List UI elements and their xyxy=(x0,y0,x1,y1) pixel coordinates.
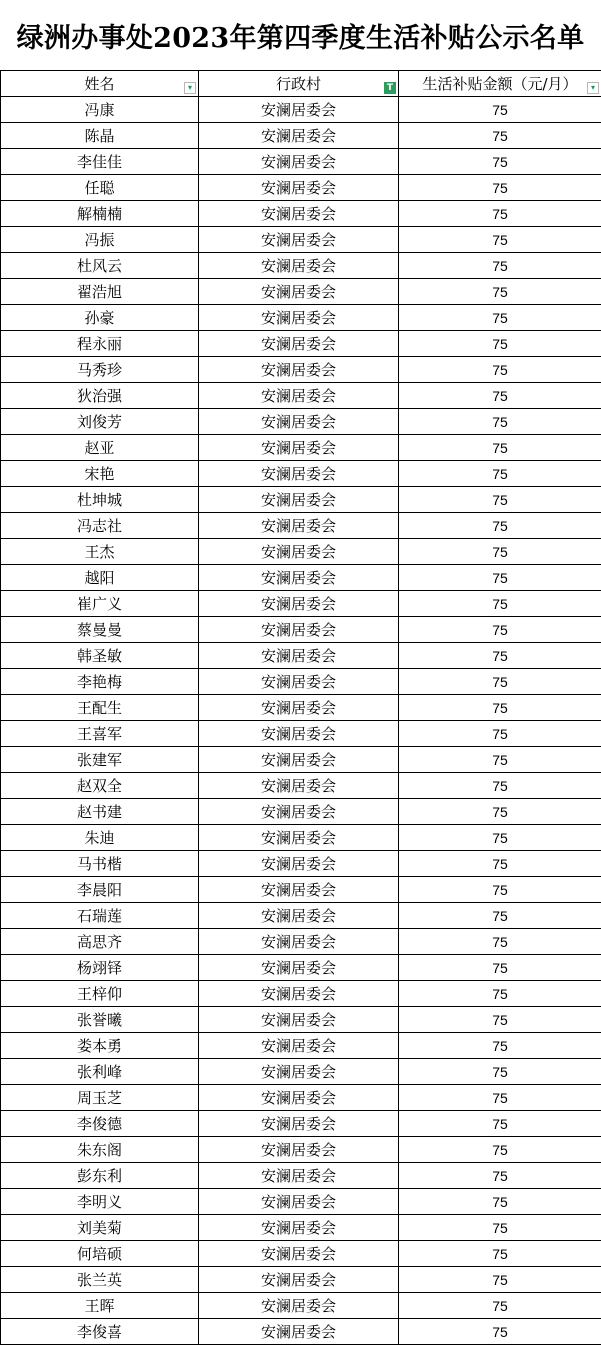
table-row xyxy=(1,435,601,461)
cell-amount[interactable]: 75 xyxy=(399,1293,601,1319)
cell-village[interactable]: 安澜居委会 xyxy=(199,253,399,279)
cell-village[interactable]: 安澜居委会 xyxy=(199,1163,399,1189)
cell-amount[interactable]: 75 xyxy=(399,565,601,591)
cell-amount[interactable]: 75 xyxy=(399,877,601,903)
cell-name[interactable]: 朱迪 xyxy=(1,825,199,851)
table-row xyxy=(1,1007,601,1033)
table-row xyxy=(1,357,601,383)
cell-name[interactable]: 冯康 xyxy=(1,97,199,123)
cell-name[interactable]: 李俊德 xyxy=(1,1111,199,1137)
cell-name[interactable]: 翟浩旭 xyxy=(1,279,199,305)
table-row xyxy=(1,1137,601,1163)
column-header-village-label: 行政村 xyxy=(276,75,321,93)
cell-village[interactable]: 安澜居委会 xyxy=(199,695,399,721)
cell-village[interactable]: 安澜居委会 xyxy=(199,1085,399,1111)
table-row xyxy=(1,1241,601,1267)
cell-amount[interactable]: 75 xyxy=(399,1319,601,1345)
cell-village[interactable]: 安澜居委会 xyxy=(199,825,399,851)
cell-village[interactable]: 安澜居委会 xyxy=(199,643,399,669)
cell-amount[interactable]: 75 xyxy=(399,799,601,825)
table-row xyxy=(1,1319,601,1345)
cell-amount[interactable]: 75 xyxy=(399,279,601,305)
cell-name[interactable]: 杜坤城 xyxy=(1,487,199,513)
cell-amount[interactable]: 75 xyxy=(399,955,601,981)
cell-name[interactable]: 李俊喜 xyxy=(1,1319,199,1345)
cell-amount[interactable]: 75 xyxy=(399,1137,601,1163)
cell-name[interactable]: 刘俊芳 xyxy=(1,409,199,435)
cell-name[interactable]: 崔广义 xyxy=(1,591,199,617)
cell-amount[interactable]: 75 xyxy=(399,1111,601,1137)
cell-village[interactable]: 安澜居委会 xyxy=(199,409,399,435)
cell-amount[interactable]: 75 xyxy=(399,1215,601,1241)
cell-village[interactable]: 安澜居委会 xyxy=(199,955,399,981)
table-row xyxy=(1,1293,601,1319)
table-row xyxy=(1,643,601,669)
cell-village[interactable]: 安澜居委会 xyxy=(199,487,399,513)
cell-name[interactable]: 王杰 xyxy=(1,539,199,565)
table-row xyxy=(1,227,601,253)
table-row xyxy=(1,175,601,201)
cell-village[interactable]: 安澜居委会 xyxy=(199,149,399,175)
cell-village[interactable]: 安澜居委会 xyxy=(199,383,399,409)
cell-village[interactable]: 安澜居委会 xyxy=(199,1267,399,1293)
table-row xyxy=(1,903,601,929)
cell-name[interactable]: 彭东利 xyxy=(1,1163,199,1189)
cell-village[interactable]: 安澜居委会 xyxy=(199,929,399,955)
cell-name[interactable]: 解楠楠 xyxy=(1,201,199,227)
cell-village[interactable]: 安澜居委会 xyxy=(199,175,399,201)
cell-name[interactable]: 赵双全 xyxy=(1,773,199,799)
cell-village[interactable]: 安澜居委会 xyxy=(199,123,399,149)
table-row xyxy=(1,279,601,305)
cell-amount[interactable]: 75 xyxy=(399,773,601,799)
cell-amount[interactable]: 75 xyxy=(399,981,601,1007)
column-header-name-label: 姓名 xyxy=(84,75,114,93)
cell-village[interactable]: 安澜居委会 xyxy=(199,357,399,383)
cell-name[interactable]: 韩圣敏 xyxy=(1,643,199,669)
cell-amount[interactable]: 75 xyxy=(399,1085,601,1111)
cell-village[interactable]: 安澜居委会 xyxy=(199,721,399,747)
table-row xyxy=(1,383,601,409)
cell-name[interactable]: 杨翊铎 xyxy=(1,955,199,981)
column-header-amount xyxy=(399,71,601,97)
cell-amount[interactable]: 75 xyxy=(399,617,601,643)
table-row xyxy=(1,747,601,773)
cell-amount[interactable]: 75 xyxy=(399,1059,601,1085)
table-row xyxy=(1,1215,601,1241)
cell-amount[interactable]: 75 xyxy=(399,149,601,175)
cell-village[interactable]: 安澜居委会 xyxy=(199,279,399,305)
cell-amount[interactable]: 75 xyxy=(399,1163,601,1189)
cell-name[interactable]: 孙豪 xyxy=(1,305,199,331)
cell-village[interactable]: 安澜居委会 xyxy=(199,747,399,773)
cell-village[interactable]: 安澜居委会 xyxy=(199,877,399,903)
table-row xyxy=(1,695,601,721)
table-row xyxy=(1,461,601,487)
column-header-amount-label: 生活补贴金额（元/月） xyxy=(422,75,577,93)
cell-amount[interactable]: 75 xyxy=(399,1007,601,1033)
cell-village[interactable]: 安澜居委会 xyxy=(199,903,399,929)
cell-name[interactable]: 杜风云 xyxy=(1,253,199,279)
table-row xyxy=(1,331,601,357)
table-row xyxy=(1,1111,601,1137)
table-row xyxy=(1,409,601,435)
cell-village[interactable]: 安澜居委会 xyxy=(199,539,399,565)
cell-amount[interactable]: 75 xyxy=(399,201,601,227)
cell-name[interactable]: 李佳佳 xyxy=(1,149,199,175)
table-row xyxy=(1,539,601,565)
table-row xyxy=(1,97,601,123)
subsidy-table xyxy=(0,70,601,1345)
cell-amount[interactable]: 75 xyxy=(399,305,601,331)
cell-amount[interactable]: 75 xyxy=(399,1241,601,1267)
cell-village[interactable]: 安澜居委会 xyxy=(199,1007,399,1033)
cell-village[interactable]: 安澜居委会 xyxy=(199,227,399,253)
table-row xyxy=(1,851,601,877)
table-row xyxy=(1,981,601,1007)
cell-name[interactable]: 张建军 xyxy=(1,747,199,773)
cell-name[interactable]: 王喜军 xyxy=(1,721,199,747)
cell-amount[interactable]: 75 xyxy=(399,1189,601,1215)
table-row xyxy=(1,253,601,279)
cell-amount[interactable]: 75 xyxy=(399,97,601,123)
cell-name[interactable]: 李明义 xyxy=(1,1189,199,1215)
page-title: 绿洲办事处2023年第四季度生活补贴公示名单 xyxy=(0,0,601,70)
cell-amount[interactable]: 75 xyxy=(399,643,601,669)
cell-name[interactable]: 周玉芝 xyxy=(1,1085,199,1111)
cell-village[interactable]: 安澜居委会 xyxy=(199,617,399,643)
table-body xyxy=(1,97,601,1345)
cell-village[interactable]: 安澜居委会 xyxy=(199,1293,399,1319)
cell-name[interactable]: 高思齐 xyxy=(1,929,199,955)
cell-amount[interactable]: 75 xyxy=(399,1267,601,1293)
table-row xyxy=(1,487,601,513)
cell-village[interactable]: 安澜居委会 xyxy=(199,331,399,357)
cell-village[interactable]: 安澜居委会 xyxy=(199,435,399,461)
cell-amount[interactable]: 75 xyxy=(399,435,601,461)
table-row xyxy=(1,149,601,175)
column-header-name xyxy=(1,71,199,97)
table-row xyxy=(1,955,601,981)
table-row xyxy=(1,617,601,643)
cell-name[interactable]: 石瑞莲 xyxy=(1,903,199,929)
table-row xyxy=(1,305,601,331)
cell-name[interactable]: 王梓仰 xyxy=(1,981,199,1007)
table-row xyxy=(1,1059,601,1085)
cell-name[interactable]: 冯志社 xyxy=(1,513,199,539)
cell-name[interactable]: 宋艳 xyxy=(1,461,199,487)
cell-village[interactable]: 安澜居委会 xyxy=(199,565,399,591)
table-row xyxy=(1,591,601,617)
cell-village[interactable]: 安澜居委会 xyxy=(199,1319,399,1345)
table-row xyxy=(1,877,601,903)
cell-amount[interactable]: 75 xyxy=(399,747,601,773)
cell-amount[interactable]: 75 xyxy=(399,123,601,149)
cell-name[interactable]: 张兰英 xyxy=(1,1267,199,1293)
cell-name[interactable]: 李艳梅 xyxy=(1,669,199,695)
cell-amount[interactable]: 75 xyxy=(399,513,601,539)
table-row xyxy=(1,565,601,591)
cell-village[interactable]: 安澜居委会 xyxy=(199,513,399,539)
filter-active-icon[interactable]: T xyxy=(384,82,396,94)
cell-amount[interactable]: 75 xyxy=(399,695,601,721)
cell-village[interactable]: 安澜居委会 xyxy=(199,1215,399,1241)
cell-amount[interactable]: 75 xyxy=(399,487,601,513)
cell-name[interactable]: 刘美菊 xyxy=(1,1215,199,1241)
cell-village[interactable]: 安澜居委会 xyxy=(199,981,399,1007)
cell-village[interactable]: 安澜居委会 xyxy=(199,851,399,877)
cell-village[interactable]: 安澜居委会 xyxy=(199,669,399,695)
cell-amount[interactable]: 75 xyxy=(399,253,601,279)
cell-amount[interactable]: 75 xyxy=(399,591,601,617)
cell-name[interactable]: 陈晶 xyxy=(1,123,199,149)
table-row xyxy=(1,1189,601,1215)
cell-village[interactable]: 安澜居委会 xyxy=(199,591,399,617)
table-row xyxy=(1,1085,601,1111)
cell-amount[interactable]: 75 xyxy=(399,409,601,435)
cell-name[interactable]: 马秀珍 xyxy=(1,357,199,383)
cell-amount[interactable]: 75 xyxy=(399,357,601,383)
cell-amount[interactable]: 75 xyxy=(399,331,601,357)
cell-name[interactable]: 任聪 xyxy=(1,175,199,201)
table-row xyxy=(1,123,601,149)
cell-name[interactable]: 李晨阳 xyxy=(1,877,199,903)
table-row xyxy=(1,1163,601,1189)
cell-village[interactable]: 安澜居委会 xyxy=(199,1111,399,1137)
cell-name[interactable]: 狄治强 xyxy=(1,383,199,409)
table-row xyxy=(1,201,601,227)
cell-name[interactable]: 越阳 xyxy=(1,565,199,591)
cell-village[interactable]: 安澜居委会 xyxy=(199,1241,399,1267)
table-row xyxy=(1,721,601,747)
cell-name[interactable]: 朱东阁 xyxy=(1,1137,199,1163)
filter-dropdown-icon[interactable]: ▾ xyxy=(587,82,599,94)
cell-amount[interactable]: 75 xyxy=(399,929,601,955)
cell-amount[interactable]: 75 xyxy=(399,851,601,877)
cell-village[interactable]: 安澜居委会 xyxy=(199,1059,399,1085)
cell-name[interactable]: 娄本勇 xyxy=(1,1033,199,1059)
cell-village[interactable]: 安澜居委会 xyxy=(199,461,399,487)
cell-name[interactable]: 马书楷 xyxy=(1,851,199,877)
cell-village[interactable]: 安澜居委会 xyxy=(199,201,399,227)
table-row xyxy=(1,773,601,799)
cell-name[interactable]: 王晖 xyxy=(1,1293,199,1319)
table-row xyxy=(1,799,601,825)
cell-village[interactable]: 安澜居委会 xyxy=(199,799,399,825)
table-row xyxy=(1,825,601,851)
table-row xyxy=(1,1267,601,1293)
cell-amount[interactable]: 75 xyxy=(399,383,601,409)
table-row xyxy=(1,1033,601,1059)
cell-amount[interactable]: 75 xyxy=(399,461,601,487)
column-header-village xyxy=(199,71,399,97)
cell-amount[interactable]: 75 xyxy=(399,903,601,929)
cell-village[interactable]: 安澜居委会 xyxy=(199,1189,399,1215)
cell-village[interactable]: 安澜居委会 xyxy=(199,1137,399,1163)
cell-name[interactable]: 何培硕 xyxy=(1,1241,199,1267)
cell-amount[interactable]: 75 xyxy=(399,721,601,747)
table-row xyxy=(1,513,601,539)
cell-name[interactable]: 张利峰 xyxy=(1,1059,199,1085)
cell-name[interactable]: 程永丽 xyxy=(1,331,199,357)
cell-amount[interactable]: 75 xyxy=(399,669,601,695)
header-row xyxy=(1,71,601,97)
cell-amount[interactable]: 75 xyxy=(399,539,601,565)
cell-amount[interactable]: 75 xyxy=(399,227,601,253)
cell-name[interactable]: 赵亚 xyxy=(1,435,199,461)
table-row xyxy=(1,929,601,955)
cell-name[interactable]: 赵书建 xyxy=(1,799,199,825)
cell-name[interactable]: 蔡曼曼 xyxy=(1,617,199,643)
cell-village[interactable]: 安澜居委会 xyxy=(199,773,399,799)
cell-amount[interactable]: 75 xyxy=(399,175,601,201)
cell-village[interactable]: 安澜居委会 xyxy=(199,97,399,123)
cell-amount[interactable]: 75 xyxy=(399,825,601,851)
cell-amount[interactable]: 75 xyxy=(399,1033,601,1059)
cell-name[interactable]: 张誉曦 xyxy=(1,1007,199,1033)
cell-village[interactable]: 安澜居委会 xyxy=(199,305,399,331)
cell-village[interactable]: 安澜居委会 xyxy=(199,1033,399,1059)
table-row xyxy=(1,669,601,695)
cell-name[interactable]: 王配生 xyxy=(1,695,199,721)
filter-dropdown-icon[interactable]: ▾ xyxy=(184,82,196,94)
cell-name[interactable]: 冯振 xyxy=(1,227,199,253)
